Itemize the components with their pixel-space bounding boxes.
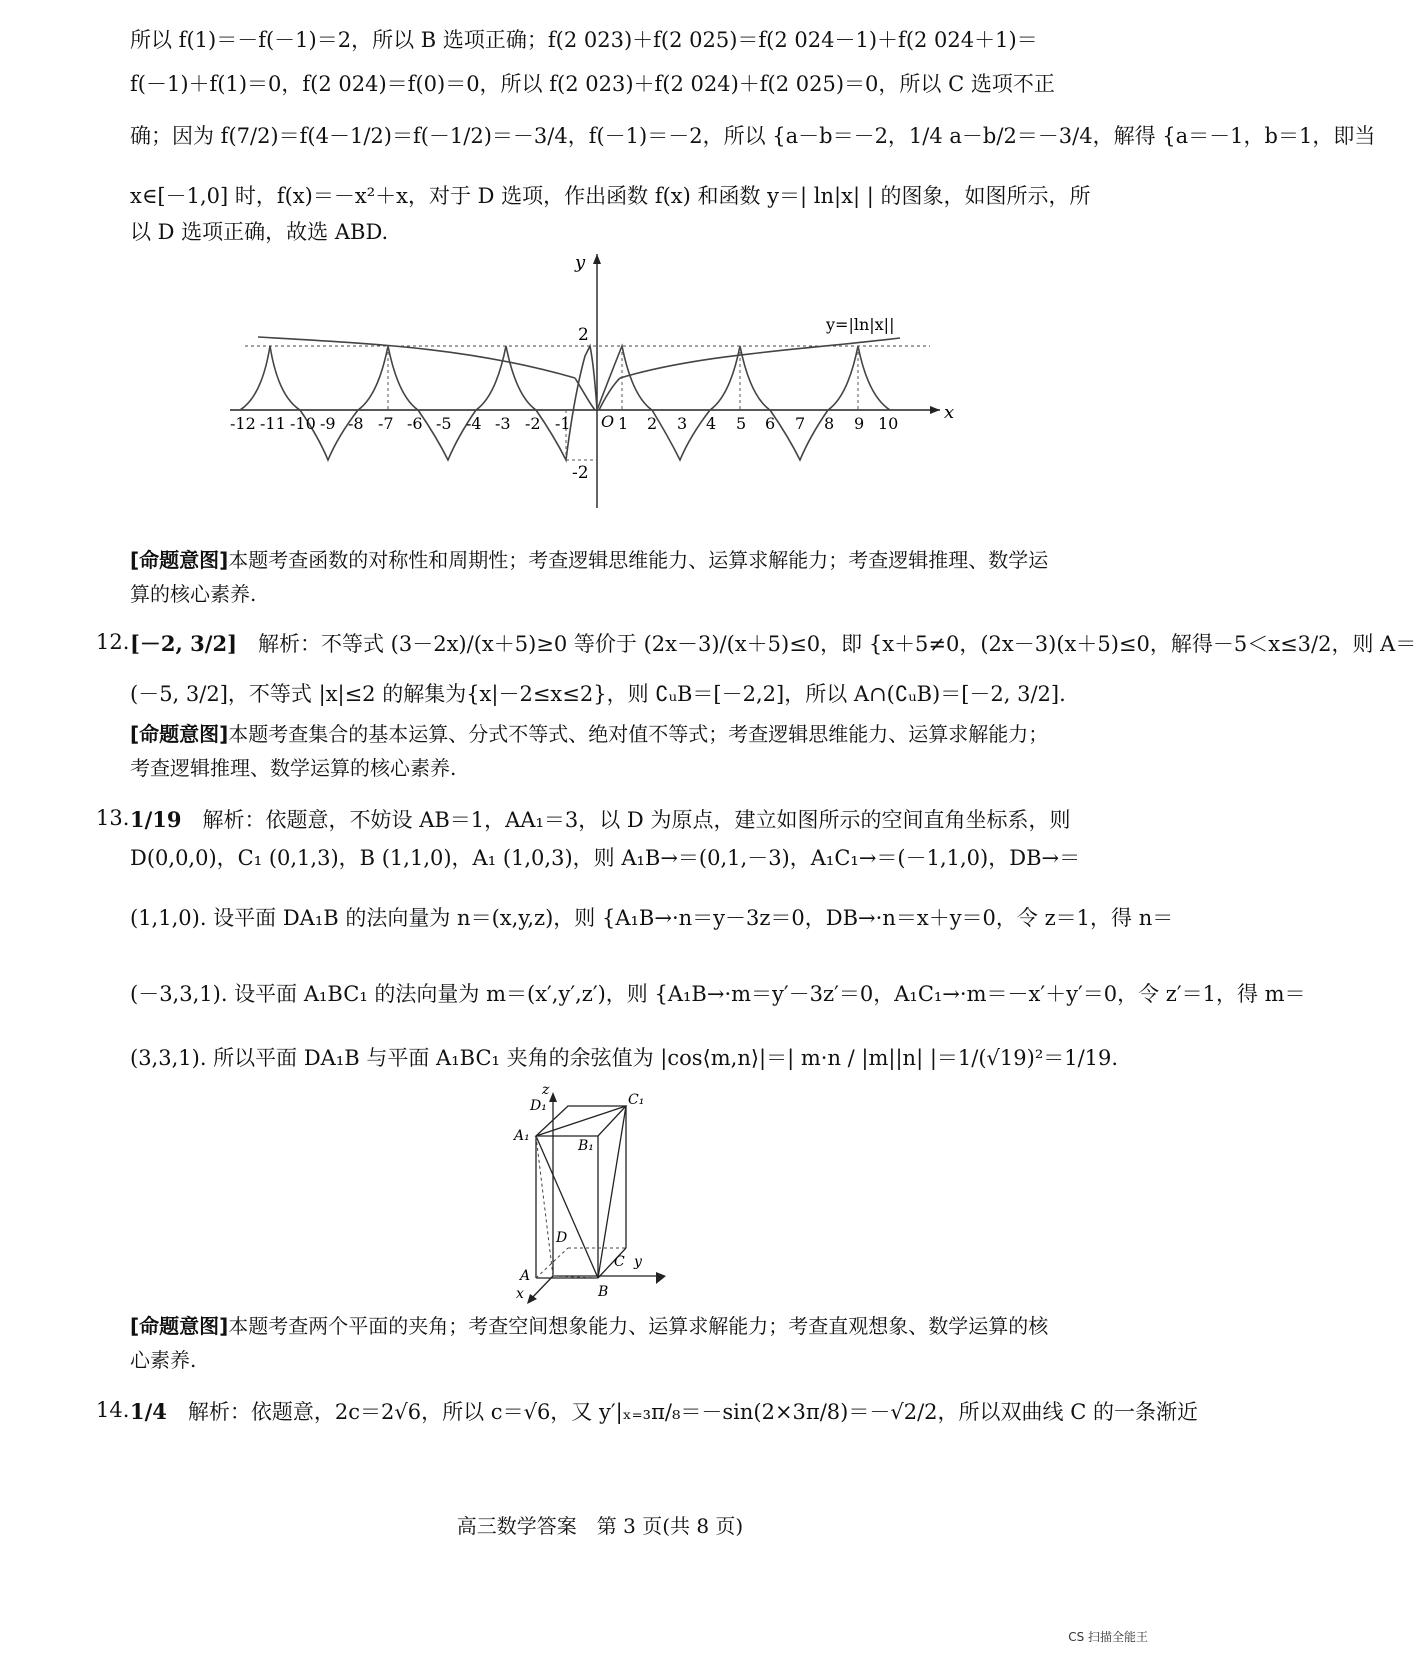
q13-line-3: (1,1,0). 设平面 DA₁B 的法向量为 n＝(x,y,z)，则 {A₁B→·n＝y－3z＝0，DB→·n＝x＋y＝0，令 z＝1，得 n＝ (130, 906, 1174, 930)
x-tick: 2 (647, 414, 658, 433)
q14-analysis: 解析：依题意，2c＝2√6，所以 c＝√6，又 y′|ₓ₌₃π/₈＝－sin(2×3π/8)＝－√2/2，所以双曲线 C 的一条渐近 (187, 1400, 1198, 1424)
para11-line-4: x∈[－1,0] 时，f(x)＝－x²＋x，对于 D 选项，作出函数 f(x) 和函数 y＝| ln|x| | 的图象，如图所示，所 (130, 184, 1091, 208)
intent-text: 本题考查函数的对称性和周期性；考查逻辑思维能力、运算求解能力；考查逻辑推理、数学运 (228, 548, 1049, 572)
para11-line-1: 所以 f(1)＝－f(－1)＝2，所以 B 选项正确；f(2 023)＋f(2 025)＝f(2 024－1)＋f(2 024＋1)＝ (130, 28, 1038, 52)
intent11-line-1 (130, 546, 1070, 574)
prism-label: C₁ (628, 1092, 645, 1108)
prism-label: z (542, 1082, 550, 1098)
y-tick-2: 2 (578, 325, 589, 345)
x-tick: -3 (495, 414, 511, 433)
x-tick: 1 (618, 414, 629, 433)
para11-line-5: 以 D 选项正确，故选 ABD. (130, 220, 389, 244)
q13-analysis: 解析：依题意，不妨设 AB＝1，AA₁＝3，以 D 为原点，建立如图所示的空间直角坐标系，则 (202, 808, 1071, 832)
q13-number: 13. (96, 806, 130, 830)
y-tick-neg2: -2 (572, 463, 589, 483)
q14-answer: 1/4 (130, 1399, 167, 1424)
intent11-line-2: 算的核心素养. (130, 582, 257, 606)
x-tick: -11 (260, 414, 286, 433)
q13-line-2: D(0,0,0)，C₁ (0,1,3)，B (1,1,0)，A₁ (1,0,3)，则 A₁B→＝(0,1,－3)，A₁C₁→＝(－1,1,0)，DB→＝ (130, 846, 1081, 870)
q12-intent-line-1 (130, 720, 1070, 748)
x-tick: -10 (290, 414, 316, 433)
prism-label: C (614, 1254, 625, 1270)
q12-line-1 (130, 630, 1416, 658)
x-tick: 10 (878, 414, 899, 433)
x-tick: -4 (466, 414, 482, 433)
para11-line-3: 确；因为 f(7/2)＝f(4－1/2)＝f(－1/2)＝－3/4，f(－1)＝－2，所以 {a－b＝－2，1/4 a－b/2＝－3/4，解得 {a＝－1，b＝1，即当 (130, 124, 1376, 148)
prism-label: y (634, 1254, 642, 1270)
prism-label: x (516, 1286, 524, 1302)
q12-analysis: 解析：不等式 (3－2x)/(x＋5)≥0 等价于 (2x－3)/(x＋5)≤0，即 {x＋5≠0，(2x－3)(x＋5)≤0，解得－5＜x≤3/2，则 A＝ (258, 632, 1416, 656)
curve-label: y=|ln|x|| (826, 315, 895, 334)
function-graph (0, 246, 1200, 546)
para11-line-2: f(－1)＋f(1)＝0，f(2 024)＝f(0)＝0，所以 f(2 023)＋f(2 024)＋f(2 025)＝0，所以 C 选项不正 (130, 72, 1055, 96)
x-tick: -8 (348, 414, 364, 433)
intent-text: 本题考查两个平面的夹角；考查空间想象能力、运算求解能力；考查直观想象、数学运算的核 (228, 1314, 1049, 1338)
prism-label: A₁ (514, 1128, 530, 1144)
x-tick: 3 (677, 414, 688, 433)
q14-number: 14. (96, 1398, 130, 1422)
q12-answer: [－2, 3/2] (130, 631, 237, 656)
x-axis-label: x (944, 402, 955, 423)
q13-line-1 (130, 806, 1070, 834)
x-tick: 5 (736, 414, 747, 433)
x-tick: -6 (407, 414, 423, 433)
prism-figure (510, 1080, 710, 1320)
x-tick: -9 (320, 414, 336, 433)
x-tick: 4 (706, 414, 717, 433)
origin-label: O (601, 412, 615, 431)
x-tick: -5 (436, 414, 452, 433)
prism-label: D₁ (530, 1098, 547, 1114)
x-tick: -2 (525, 414, 541, 433)
x-tick: 7 (795, 414, 806, 433)
intent-text: 本题考查集合的基本运算、分式不等式、绝对值不等式；考查逻辑思维能力、运算求解能力； (228, 722, 1049, 746)
prism-label: D (556, 1230, 568, 1246)
q13-answer: 1/19 (130, 807, 182, 832)
x-tick: -1 (555, 414, 571, 433)
intent-tag: [命题意图] (130, 548, 229, 572)
q13-intent-line-1 (130, 1312, 1070, 1340)
prism-label: B₁ (578, 1138, 594, 1154)
x-tick: 9 (854, 414, 865, 433)
q12-intent-line-2: 考查逻辑推理、数学运算的核心素养. (130, 756, 457, 780)
prism-label: A (520, 1268, 531, 1284)
x-tick: 8 (824, 414, 835, 433)
page-footer: 高三数学答案 第 3 页(共 8 页) (456, 1514, 744, 1538)
q13-line-5: (3,3,1). 所以平面 DA₁B 与平面 A₁BC₁ 夹角的余弦值为 |cos⟨m,n⟩|＝| m·n / |m||n| |＝1/(√19)²＝1/19. (130, 1046, 1119, 1070)
x-tick-labels (230, 414, 898, 433)
x-tick: 6 (765, 414, 776, 433)
y-axis-label: y (575, 252, 586, 273)
q12-number: 12. (96, 630, 130, 654)
intent-tag: [命题意图] (130, 1314, 229, 1338)
q14-line-1 (130, 1398, 1198, 1426)
x-tick: -7 (378, 414, 394, 433)
q12-line-2: (－5, 3/2]，不等式 |x|≤2 的解集为{x|－2≤x≤2}，则 ∁ᵤB＝[－2,2]，所以 A∩(∁ᵤB)＝[－2, 3/2]. (130, 682, 1066, 706)
intent-tag: [命题意图] (130, 722, 229, 746)
scanner-stamp: CS 扫描全能王 (1068, 1630, 1148, 1644)
q13-line-4: (－3,3,1). 设平面 A₁BC₁ 的法向量为 m＝(x′,y′,z′)，则 {A₁B→·m＝y′－3z′＝0，A₁C₁→·m＝－x′＋y′＝0，令 z′＝1，得 m＝ (130, 982, 1306, 1006)
q13-intent-line-2: 心素养. (130, 1348, 197, 1372)
prism-label: B (598, 1284, 609, 1300)
x-tick: -12 (230, 414, 256, 433)
